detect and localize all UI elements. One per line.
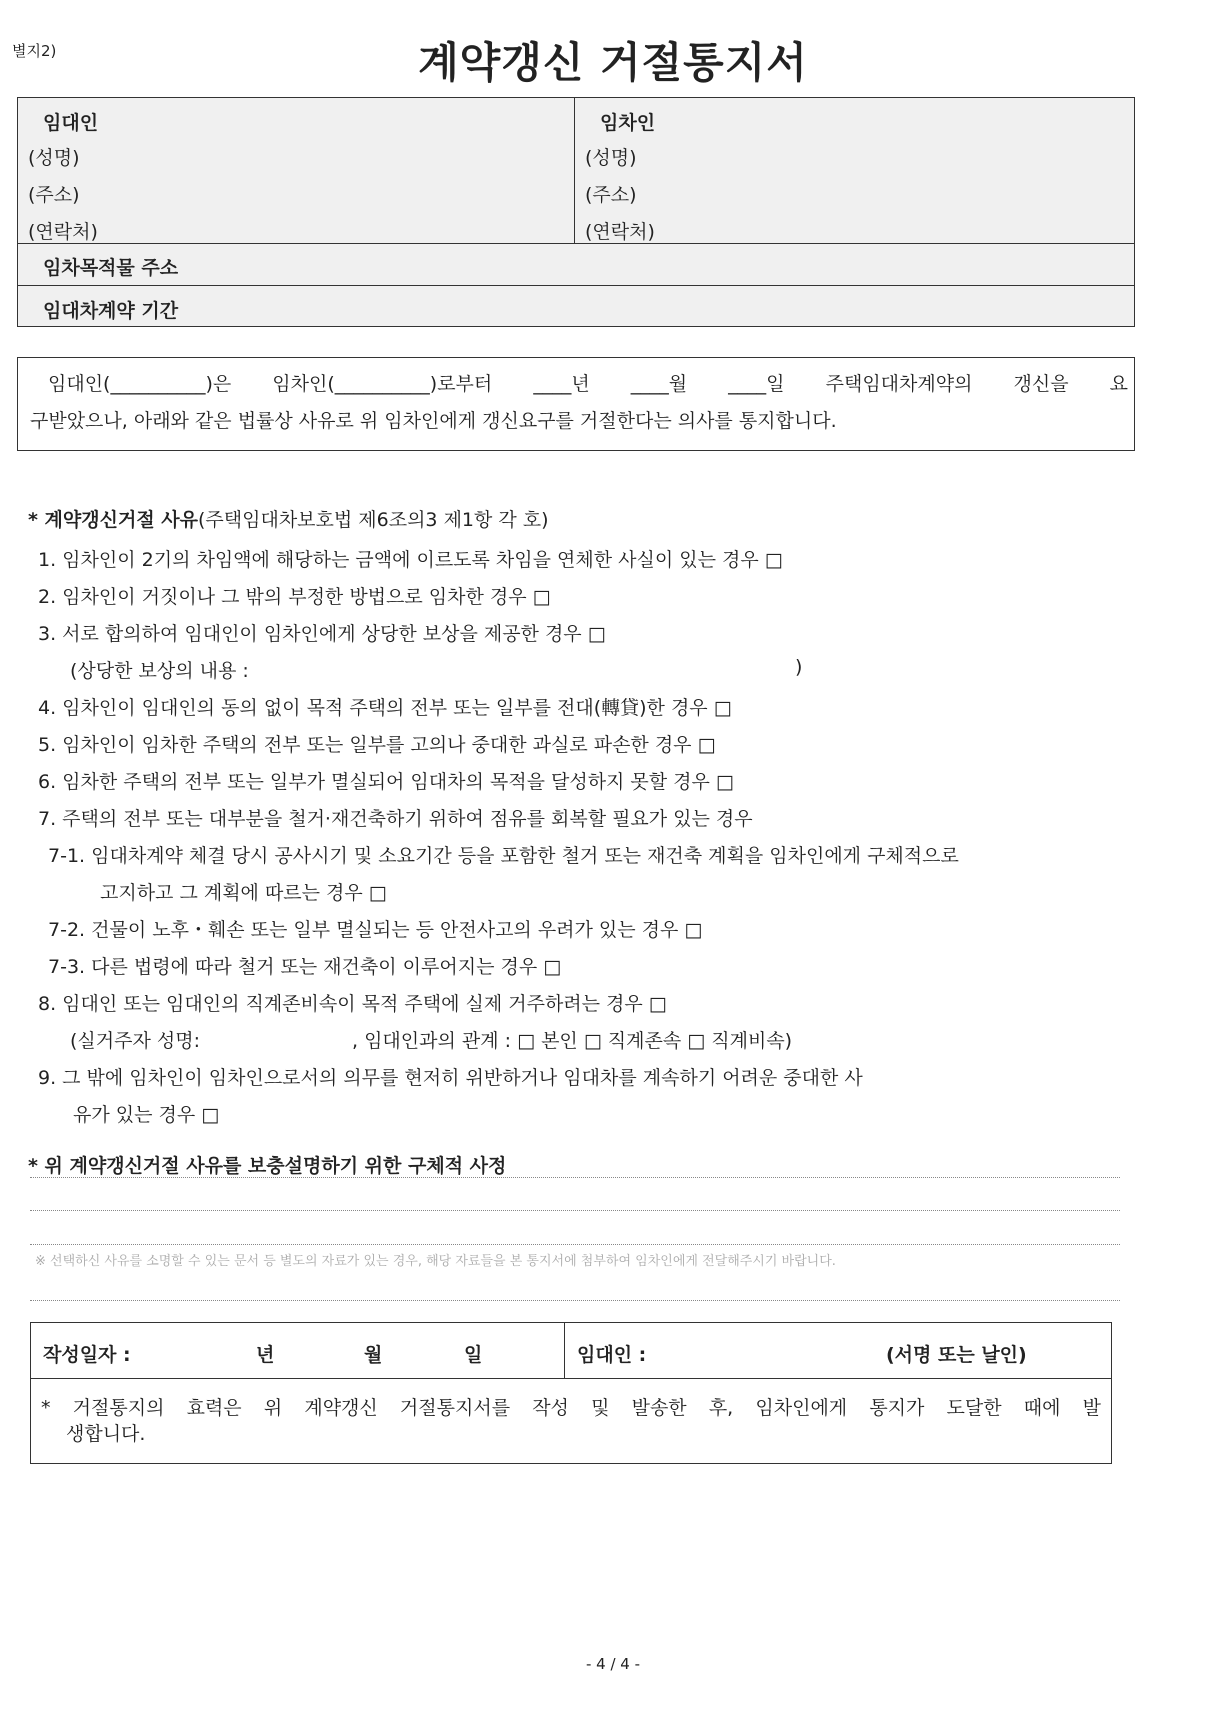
property-address-label: 임차목적물 주소 <box>43 257 179 279</box>
landlord-sign-label[interactable]: 임대인 : <box>577 1344 647 1366</box>
tenant-heading: 임차인 <box>600 112 656 134</box>
reason-item-7-1: 7-1. 임대차계약 체결 당시 공사시기 및 소요기간 등을 포함한 철거 또는 재건축 계획을 임차인에게 구체적으로 <box>48 845 959 867</box>
notice-box <box>17 357 1135 451</box>
reason-item-4[interactable]: 4. 임차인이 임대인의 동의 없이 목적 주택의 전부 또는 일부를 전대(轉貸)한 경우 □ <box>38 697 732 719</box>
relation-checkboxes[interactable]: , 임대인과의 관계 : □ 본인 □ 직계존속 □ 직계비속) <box>352 1030 793 1052</box>
reason-item-9-cont[interactable]: 유가 있는 경우 □ <box>73 1104 220 1126</box>
details-line-4 <box>30 1300 1120 1301</box>
tenant-column <box>575 98 1134 243</box>
reason-item-1[interactable]: 1. 임차인이 2기의 차임액에 해당하는 금액에 이르도록 차임을 연체한 사실이 있는 경우 □ <box>38 549 783 571</box>
lease-period-label: 임대차계약 기간 <box>43 300 179 322</box>
signature-table <box>30 1322 1112 1464</box>
reasons-heading-bold: * 계약갱신거절 사유 <box>28 509 198 531</box>
effect-note-line1: * 거절통지의 효력은 위 계약갱신 거절통지서를 작성 및 발송한 후, 임차인에게 통지가 도달한 때에 발 <box>41 1397 1101 1419</box>
reason-item-7: 7. 주택의 전부 또는 대부분을 철거·재건축하기 위하여 점유를 회복할 필요가 있는 경우 <box>38 808 753 830</box>
reason-item-6[interactable]: 6. 임차한 주택의 전부 또는 일부가 멸실되어 임대차의 목적을 달성하지 못할 경우 □ <box>38 771 734 793</box>
effect-note-line2: 생합니다. <box>66 1423 146 1445</box>
landlord-contact-field[interactable]: (연락처) <box>28 221 98 243</box>
reason-item-8[interactable]: 8. 임대인 또는 임대인의 직계존비속이 목적 주택에 실제 거주하려는 경우 □ <box>38 993 667 1015</box>
signature-row <box>31 1323 1111 1379</box>
reason-item-7-3[interactable]: 7-3. 다른 법령에 따라 철거 또는 재건축이 이루어지는 경우 □ <box>48 956 562 978</box>
reason-item-9: 9. 그 밖에 임차인이 임차인으로서의 의무를 현저히 위반하거나 임대차를 계속하기 어려운 중대한 사 <box>38 1067 863 1089</box>
landlord-name-field[interactable]: (성명) <box>28 147 80 169</box>
signature-divider <box>564 1323 565 1378</box>
page-number: - 4 / 4 - <box>585 1655 641 1673</box>
details-line-2[interactable] <box>30 1210 1120 1211</box>
compensation-detail-close: ) <box>795 656 803 678</box>
date-year[interactable]: 년 <box>256 1344 275 1366</box>
tenant-contact-field[interactable]: (연락처) <box>585 221 655 243</box>
notice-text-line1: 임대인(__________)은 임차인(__________)로부터 ____년 ____월 ____일 주택임대차계약의 갱신을 요 <box>48 373 1128 395</box>
date-label: 작성일자 : <box>43 1344 131 1366</box>
attachment-note: ※ 선택하신 사유를 소명할 수 있는 문서 등 별도의 자료가 있는 경우, 해당 자료들을 본 통지서에 첨부하여 임차인에게 전달해주시기 바랍니다. <box>35 1254 836 1269</box>
annex-label: 별지2) <box>12 42 57 60</box>
notice-text-line2: 구받았으나, 아래와 같은 법률상 사유로 위 임차인에게 갱신요구를 거절한다는 의사를 통지합니다. <box>30 410 837 432</box>
reasons-heading-law: (주택임대차보호법 제6조의3 제1항 각 호) <box>198 509 549 531</box>
landlord-column <box>18 98 575 243</box>
parties-table <box>17 97 1135 327</box>
details-line-3[interactable] <box>30 1244 1120 1245</box>
reasons-heading <box>28 505 549 532</box>
tenant-address-field[interactable]: (주소) <box>585 184 637 206</box>
property-address-row[interactable] <box>18 243 1134 286</box>
reason-item-5[interactable]: 5. 임차인이 임차한 주택의 전부 또는 일부를 고의나 중대한 과실로 파손한 경우 □ <box>38 734 716 756</box>
reason-item-7-1-cont[interactable]: 고지하고 그 계획에 따르는 경우 □ <box>100 882 387 904</box>
reason-item-7-2[interactable]: 7-2. 건물이 노후・훼손 또는 일부 멸실되는 등 안전사고의 우려가 있는 경우 □ <box>48 919 703 941</box>
reason-item-2[interactable]: 2. 임차인이 거짓이나 그 밖의 부정한 방법으로 임차한 경우 □ <box>38 586 551 608</box>
details-heading: * 위 계약갱신거절 사유를 보충설명하기 위한 구체적 사정 <box>28 1155 507 1177</box>
sign-hint: (서명 또는 날인) <box>886 1344 1027 1366</box>
details-line-1[interactable] <box>30 1177 1120 1178</box>
lease-period-row[interactable] <box>18 285 1134 328</box>
compensation-detail-label: (상당한 보상의 내용 : <box>70 660 249 682</box>
reason-item-3[interactable]: 3. 서로 합의하여 임대인이 임차인에게 상당한 보상을 제공한 경우 □ <box>38 623 606 645</box>
effect-note <box>41 1395 1101 1447</box>
landlord-heading: 임대인 <box>43 112 99 134</box>
date-month[interactable]: 월 <box>364 1344 383 1366</box>
date-day[interactable]: 일 <box>464 1344 483 1366</box>
landlord-address-field[interactable]: (주소) <box>28 184 80 206</box>
page-title: 계약갱신 거절통지서 <box>418 38 808 87</box>
tenant-name-field[interactable]: (성명) <box>585 147 637 169</box>
resident-name-label: (실거주자 성명: <box>70 1030 200 1052</box>
